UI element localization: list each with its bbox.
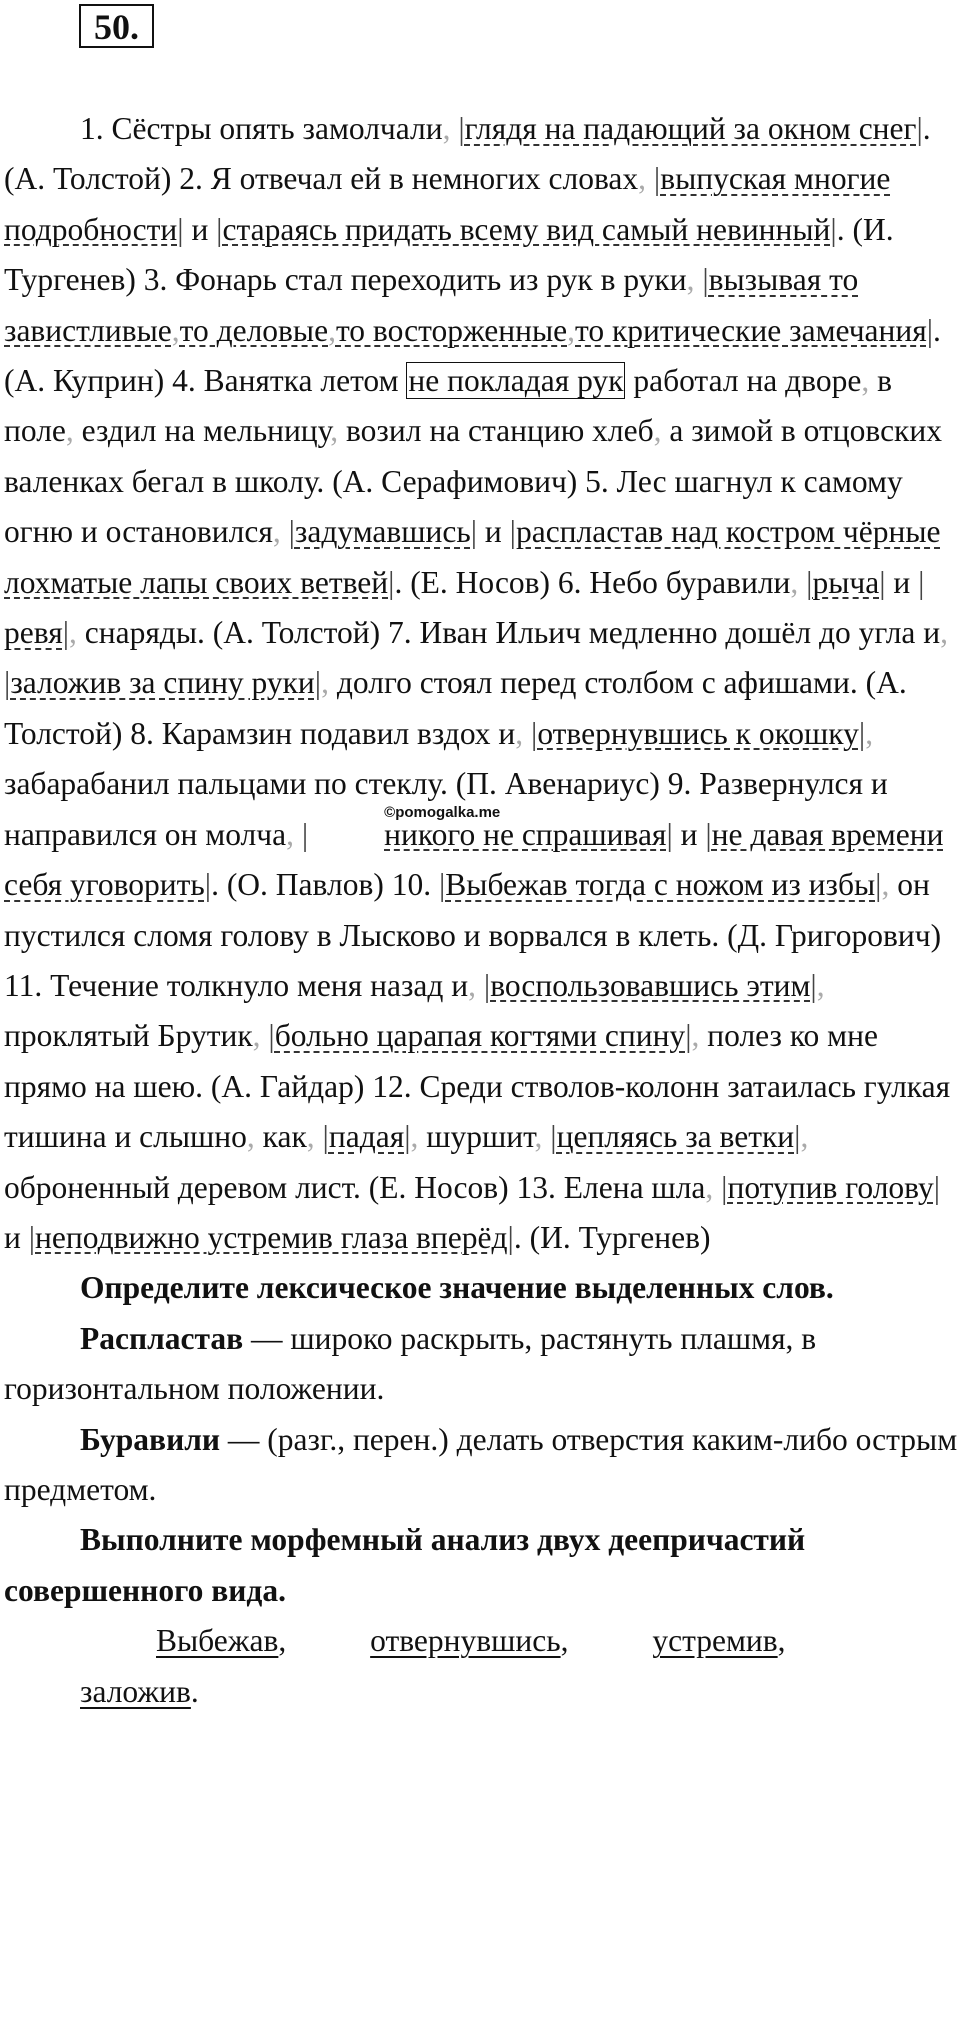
morphemic-words: Выбежав, отвернувшись, устремив, заложив. bbox=[4, 1616, 960, 1717]
exercise-text bbox=[4, 104, 960, 1717]
participle-phrase: задумавшись bbox=[294, 514, 471, 550]
morph-word: устремив bbox=[652, 1623, 778, 1659]
participle-phrase: распластав над костром чёрные лохматые лапы своих ветвей bbox=[4, 514, 941, 600]
participle-phrase: падая bbox=[328, 1119, 405, 1155]
morph-word: Выбежав bbox=[156, 1623, 279, 1659]
watermark: ©pomogalka.me bbox=[384, 803, 501, 821]
participle-phrase: глядя на падающий за окном снег bbox=[464, 111, 917, 146]
sentences-paragraph: 1. Сёстры опять замолчали, |глядя на падающий за окном снег|. (А. Толстой) 2. Я отвечал ей в немногих словах, |выпуская многие подробности| и |стараясь придать всему вид самый невинный|. (И. Тургенев) 3. Фонарь стал переходить из рук в руки, |вызывая то завистливые,то деловые,то восторженные,то критические замечания|. (А. Куприн) 4. Ванятка летом не покладая рук работал на дворе, в поле, ездил на мельницу, возил на станцию хлеб, а зимой в отцовских валенках бегал в школу. (А. Серафимович) 5. Лес шагнул к самому огню и остановился, |задумавшись| и |распластав над костром чёрные лохматые лапы своих ветвей|. (Е. Носов) 6. Небо буравили, |рыча| и |ревя|, снаряды. (А. Толстой) 7. Иван Ильич медленно дошёл до угла и, |заложив за спину руки|, долго стоял перед столбом с афишами. (А. Толстой) 8. Карамзин подавил вздох и, |отвернувшись к окошку|, забарабанил пальцами по стеклу. (П. Авенариус) 9. Развернулся и направился он молча, | ©pomogalka.me никого не спрашивая| и |не давая времени себя уговорить|. (О. Павлов) 10. |Выбежав тогда с ножом из избы|, он пустился сломя голову в Лысково и ворвался в клеть. (Д. Григорович) 11. Течение толкнуло меня назад и, |воспользовавшись этим|, проклятый Брутик, |больно царапая когтями спину|, полез ко мне прямо на шею. (А. Гайдар) 12. Среди стволов-колонн затаилась гулкая тишина и слышно, как, |падая|, шуршит, |цепляясь за ветки|, оброненный деревом лист. (Е. Носов) 13. Елена шла, |потупив голову| и |неподвижно устремив глаза вперёд|. (И. Тургенев) bbox=[4, 111, 951, 1255]
morph-word: отвернувшись bbox=[370, 1623, 561, 1659]
task-morphemic: Выполните морфемный анализ двух деепричастий совершенного вида. bbox=[4, 1522, 806, 1608]
idiom-box: не покладая рук bbox=[408, 363, 624, 399]
participle-phrase: никого не спрашивая bbox=[384, 816, 667, 852]
participle-phrase: выпуская многие подробности bbox=[4, 161, 891, 247]
participle-phrase: ревя bbox=[4, 615, 63, 651]
participle-phrase: заложив за спину руки bbox=[10, 665, 315, 701]
participle-phrase: не давая времени себя уговорить bbox=[4, 816, 944, 903]
participle-phrase: цепляясь за ветки bbox=[556, 1119, 795, 1155]
definition-buravili: Буравили — (разг., перен.) делать отверстия каким-либо острым предметом. bbox=[4, 1421, 958, 1507]
participle-phrase: отвернувшись к окошку bbox=[537, 715, 859, 751]
participle-phrase: стараясь придать всему вид самый невинный bbox=[222, 211, 831, 247]
participle-phrase: Выбежав тогда с ножом из избы bbox=[445, 867, 876, 903]
definition-rasplastav: Распластав — широко раскрыть, растянуть плашмя, в горизонтальном положении. bbox=[4, 1320, 817, 1407]
participle-phrase: вызывая то завистливые bbox=[4, 262, 859, 348]
morph-word: заложив bbox=[80, 1673, 191, 1709]
task-lexical: Определите лексическое значение выделенных слов. bbox=[80, 1270, 834, 1306]
exercise-number: 50. bbox=[79, 4, 154, 48]
participle-phrase: потупив голову bbox=[727, 1169, 934, 1205]
participle-phrase: воспользовавшись этим bbox=[490, 967, 811, 1003]
participle-phrase: неподвижно устремив глаза вперёд bbox=[35, 1219, 508, 1255]
participle-phrase: рыча bbox=[812, 564, 880, 600]
participle-phrase: больно царапая когтями спину bbox=[274, 1018, 686, 1054]
